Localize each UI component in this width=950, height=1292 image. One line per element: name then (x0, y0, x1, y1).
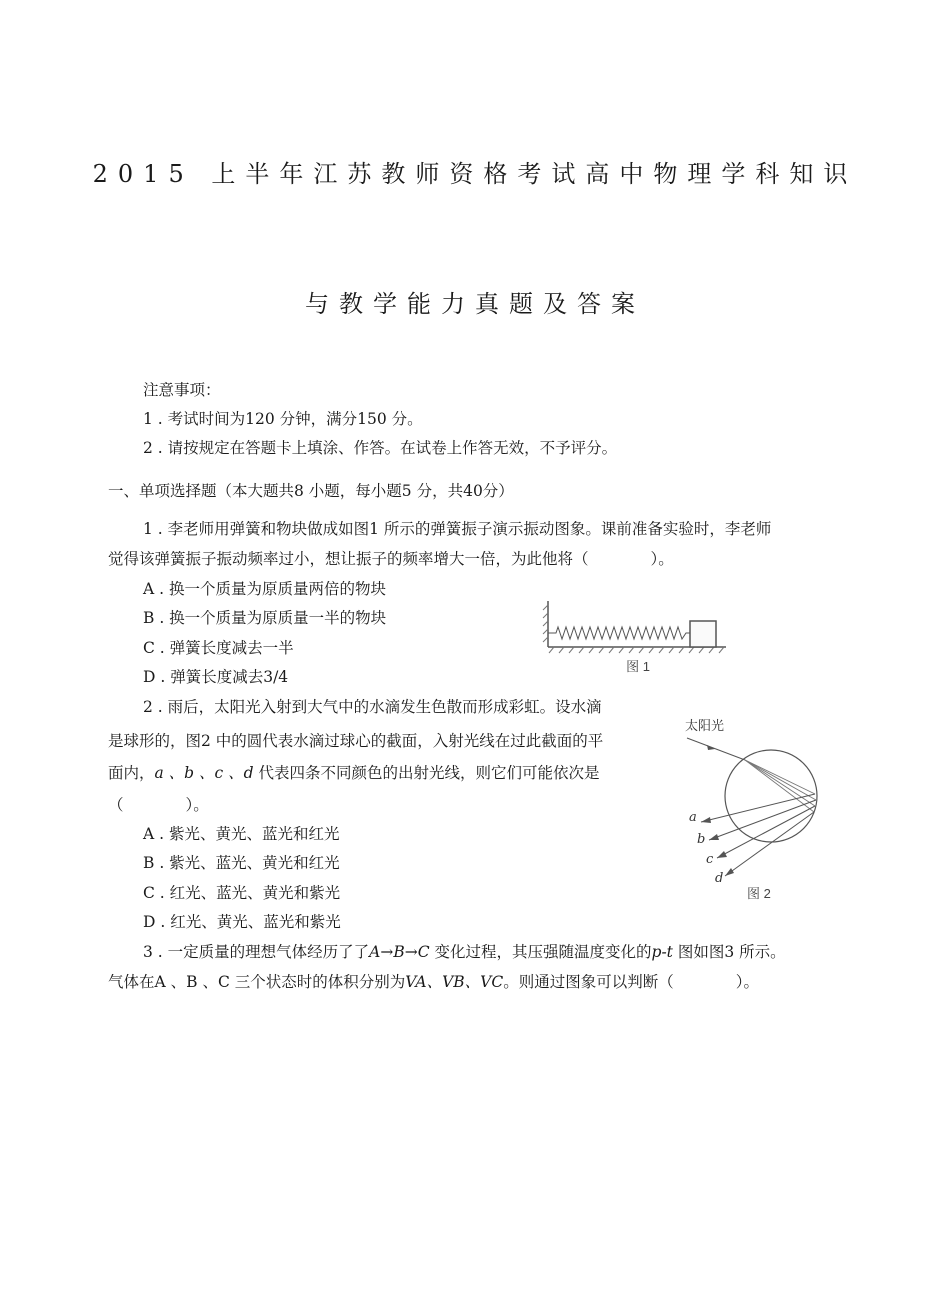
q3-stem-line2 (108, 970, 759, 992)
section-heading: 一、单项选择题（本大题共8 小题，每小题5 分，共40分） (108, 482, 514, 500)
q2-option-d: D . 红光、黄光、蓝光和紫光 (143, 913, 341, 931)
q2-stem-line1: 2 . 雨后，太阳光入射到大气中的水滴发生色散而形成彩虹。设水滴 (143, 698, 602, 716)
q1-option-b: B . 换一个质量为原质量一半的物块 (143, 609, 387, 627)
spring (548, 627, 690, 639)
q2-stem-line3-start: 面内， (108, 764, 155, 782)
q2-stem-line3-end: 代表四条不同颜色的出射光线，则它们可能依次是 (253, 764, 600, 782)
q1-option-d: D . 弹簧长度减去3/4 (143, 668, 289, 686)
notes-heading: 注意事项： (143, 381, 221, 399)
block (690, 621, 716, 647)
q2-stem-line2: 是球形的，图2 中的圆代表水滴过球心的截面，入射光线在过此截面的平 (108, 732, 604, 750)
q3-line2-start: 气体在A 、B 、C 三个状态时的体积分别为 (108, 973, 406, 991)
sun-label: 太阳光 (685, 719, 725, 734)
document-title-line2: 与教学能力真题及答案 (305, 290, 645, 318)
q3-line1-start: 3 . 一定质量的理想气体经历了了 (143, 943, 370, 961)
q3-line1-end: 图如图3 所示。 (672, 943, 786, 961)
ray-label-a: a (689, 810, 697, 825)
q3-process: A→B→C (369, 943, 430, 961)
ray-label-b: b (697, 832, 706, 847)
document-title-line1: 2015 上半年江苏教师资格考试高中物理学科知识 (92, 160, 858, 188)
figure-2-raindrop-dispersion (675, 710, 835, 905)
ray-label-d: d (715, 871, 724, 886)
q2-stem-line4: （ ）。 (108, 796, 209, 814)
q2-option-a: A . 紫光、黄光、蓝光和红光 (143, 825, 340, 843)
q3-line2-end: 。则通过图象可以判断（ ）。 (503, 973, 759, 991)
ray-label-c: c (706, 852, 714, 867)
q1-option-c: C . 弹簧长度减去一半 (143, 639, 294, 657)
q2-stem-line3 (108, 761, 600, 783)
q2-option-b: B . 紫光、蓝光、黄光和红光 (143, 854, 340, 872)
q3-pt-graph: p-t (651, 943, 673, 961)
q3-volume-variables: VA、VB、VC (405, 973, 504, 991)
figure-1-caption: 图 1 (626, 659, 650, 674)
q1-stem-line1: 1 . 李老师用弹簧和物块做成如图1 所示的弹簧振子演示振动图象。课前准备实验时，李老师 (143, 520, 772, 538)
q1-option-a: A . 换一个质量为原质量两倍的物块 (143, 580, 386, 598)
note-item: 1 . 考试时间为120 分钟，满分150 分。 (143, 410, 423, 428)
note-item: 2 . 请按规定在答题卡上填涂、作答。在试卷上作答无效，不予评分。 (143, 439, 618, 457)
figure-1-spring-oscillator (540, 595, 740, 680)
figure-2-caption: 图 2 (747, 886, 771, 901)
q1-stem-line2: 觉得该弹簧振子振动频率过小，想让振子的频率增大一倍，为此他将（ ）。 (108, 550, 674, 568)
q3-line1-middle: 变化过程，其压强随温度变化的 (429, 943, 652, 961)
q3-stem-line1 (143, 940, 786, 962)
q2-option-c: C . 红光、蓝光、黄光和紫光 (143, 884, 341, 902)
water-drop (725, 750, 817, 842)
q2-ray-variables: a 、b 、c 、d (154, 764, 254, 782)
